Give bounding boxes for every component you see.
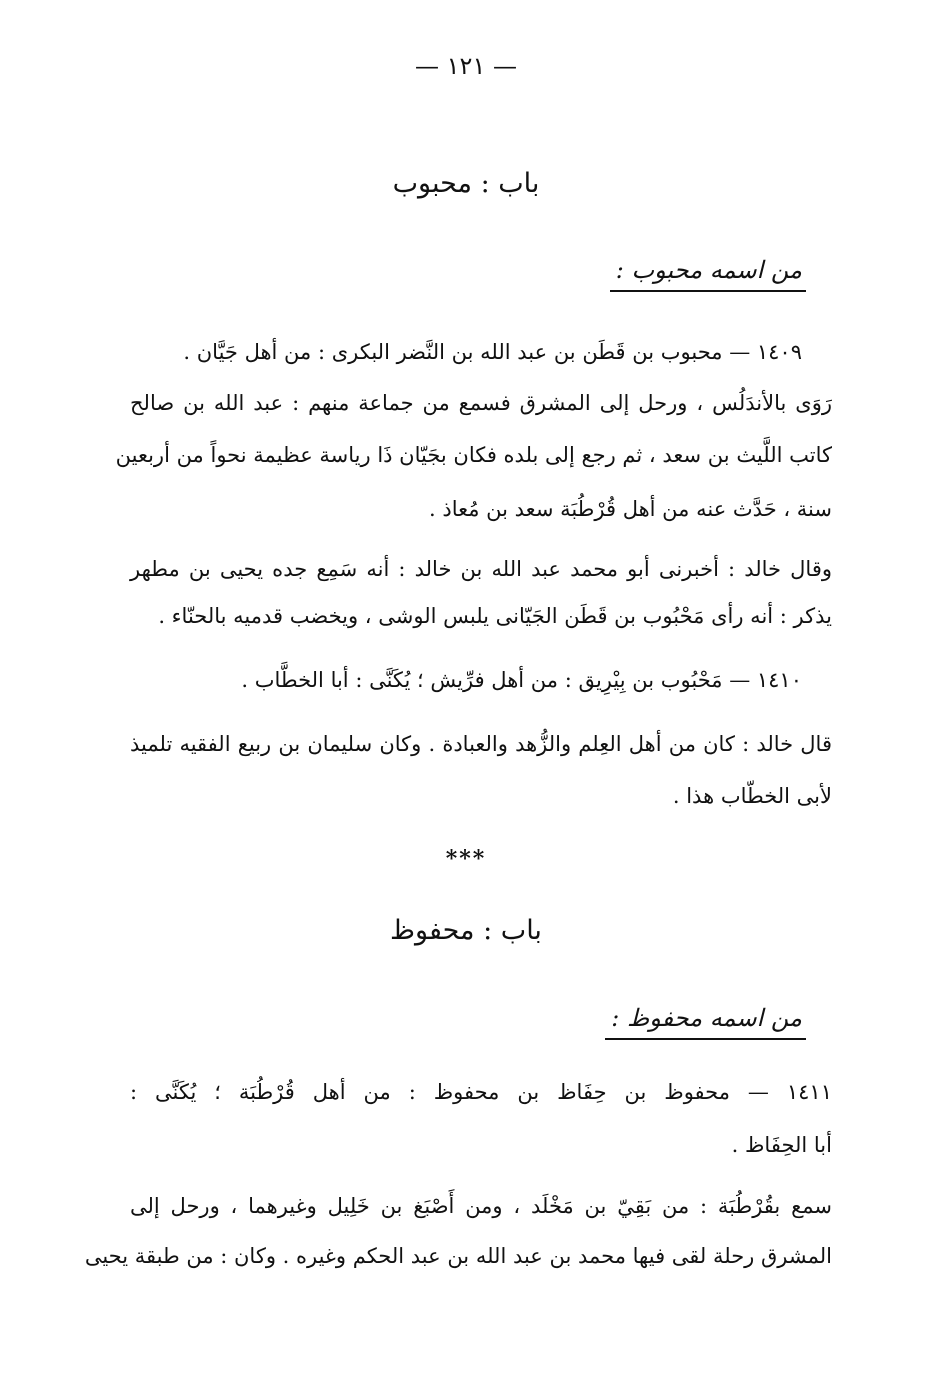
entry-1411-line-1: ١٤١١ — محفوظ بن حِفَاظ بن محفوظ : من أهل قُرْطُبَة ؛ يُكَنَّى : <box>130 1080 832 1104</box>
entry-1409-line-4: سنة ، حَدَّث عنه من أهل قُرْطُبَة سعد بن مُعاذ . <box>429 497 832 521</box>
page-number: — ١٢١ — <box>415 52 517 80</box>
heading-underline <box>610 290 806 292</box>
chapter-heading-mahbub: باب : محبوب <box>392 168 540 199</box>
entry-1410-line-2: قال خالد : كان من أهل العِلم والزُّهد والعبادة . وكان سليمان بن ربيع الفقيه تلميذ <box>130 732 832 756</box>
section-heading-text: من اسمه محبوب : <box>615 256 802 284</box>
entry-1409-line-1: ١٤٠٩ — محبوب بن قَطَن بن عبد الله بن النَّضر البكرى : من أهل جَيَّان . <box>183 340 802 364</box>
entry-1409-line-5: وقال خالد : أخبرنى أبو محمد عبد الله بن خالد : أنه سَمِع جده يحيى بن مطهر <box>130 557 832 581</box>
entry-1409-line-6: يذكر : أنه رأى مَحْبُوب بن قَطَن الجَيّانى يلبس الوشى ، ويخضب قدميه بالحنّاء . <box>158 604 832 628</box>
entry-1410-line-3: لأبى الخطّاب هذا . <box>672 784 832 808</box>
entry-1410-line-1: ١٤١٠ — مَحْبُوب بن بِيْرِيق : من أهل فرِّيش ؛ يُكَنَّى : أبا الخطَّاب . <box>241 668 802 692</box>
section-separator: *** <box>445 846 487 872</box>
section-heading-text: من اسمه محفوظ : <box>611 1004 802 1032</box>
section-heading-mahbub <box>616 256 802 284</box>
chapter-heading-mahfuz: باب : محفوظ <box>390 915 542 946</box>
heading-underline <box>605 1038 806 1040</box>
entry-1411-line-2: أبا الحِفَاظ . <box>731 1133 832 1157</box>
entry-1411-line-3: سمع بقُرْطُبَة : من بَقِيّ بن مَخْلَد ، ومن أَصْبَغ بن خَلِيل وغيرهما ، ورحل إلى <box>130 1194 832 1218</box>
entry-1411-line-4: المشرق رحلة لقى فيها محمد بن عبد الله بن عبد الحكم وغيره . وكان : من طبقة يحيى <box>84 1244 832 1268</box>
section-heading-mahfuz <box>611 1004 802 1032</box>
entry-1409-line-2: رَوَى بالأندَلُس ، ورحل إلى المشرق فسمع من جماعة منهم : عبد الله بن صالح <box>130 391 832 415</box>
entry-1409-line-3: كاتب اللَّيث بن سعد ، ثم رجع إلى بلده فكان بجَيّان ذَا رياسة عظيمة نحواً من أربعين <box>115 443 832 467</box>
